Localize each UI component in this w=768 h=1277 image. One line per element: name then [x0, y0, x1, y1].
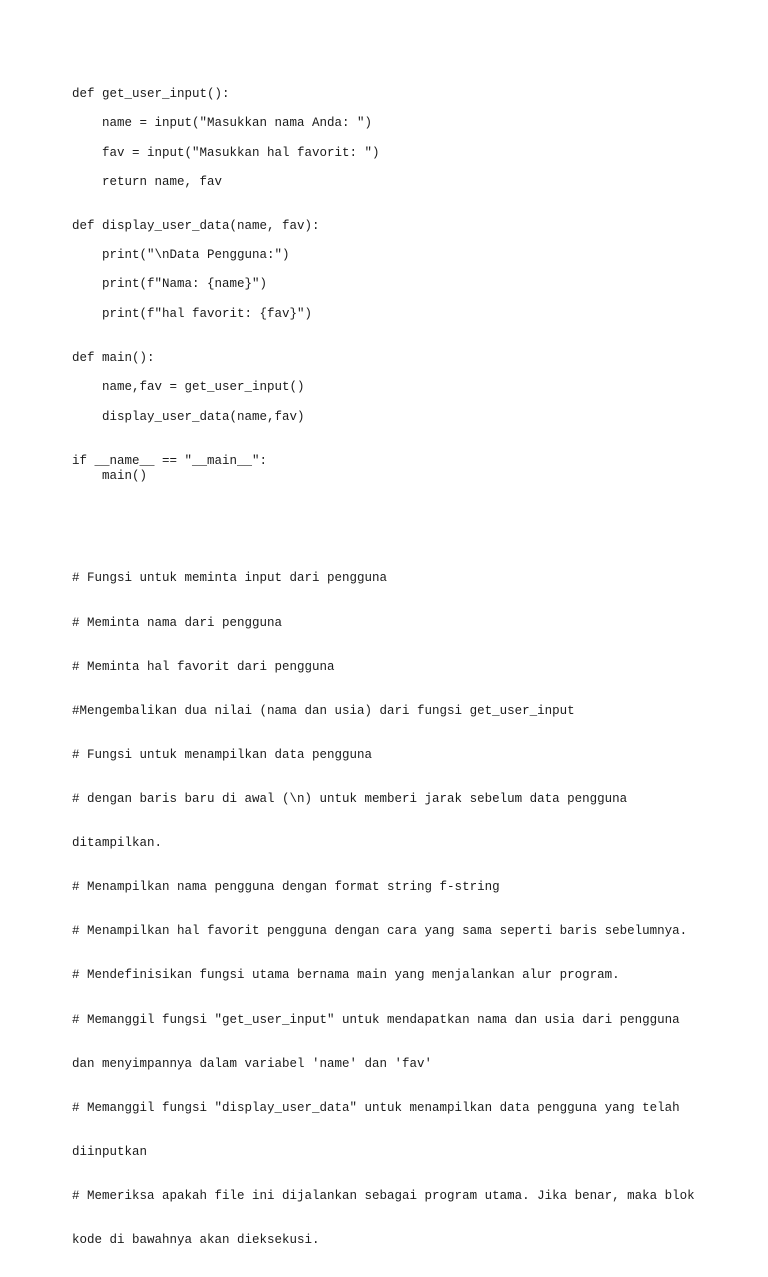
comment-line: # Meminta nama dari pengguna [72, 615, 283, 630]
comment-line: dan menyimpannya dalam variabel 'name' dan 'fav' [72, 1056, 433, 1071]
code-line-def-display-user-data: def display_user_data(name, fav): [72, 219, 320, 233]
code-line-print-fav: print(f"hal favorit: {fav}") [102, 307, 313, 321]
code-line-name-input: name = input("Masukkan nama Anda: ") [102, 116, 373, 130]
code-line-print-header: print("\nData Pengguna:") [102, 248, 290, 262]
code-line-fav-input: fav = input("Masukkan hal favorit: ") [102, 146, 380, 160]
comment-block [72, 542, 712, 1277]
code-line-if-main: if __name__ == "__main__": [72, 454, 268, 468]
comment-line: # Fungsi untuk meminta input dari pengguna [72, 571, 388, 586]
code-line-def-main: def main(): [72, 351, 155, 365]
code-line-main-call: main() [102, 469, 148, 483]
comment-line: # Memanggil fungsi "display_user_data" untuk menampilkan data pengguna yang telah [72, 1100, 680, 1115]
code-line-return: return name, fav [102, 175, 223, 189]
code-line-call-get-input: name,fav = get_user_input() [102, 380, 305, 394]
comment-line: diinputkan [72, 1144, 148, 1159]
comment-line: # Meminta hal favorit dari pengguna [72, 659, 335, 674]
comment-line: ditampilkan. [72, 836, 163, 851]
comment-line: # Memeriksa apakah file ini dijalankan sebagai program utama. Jika benar, maka blok [72, 1188, 695, 1203]
code-line-call-display: display_user_data(name,fav) [102, 410, 305, 424]
comment-line: # Memanggil fungsi "get_user_input" untuk mendapatkan nama dan usia dari pengguna [72, 1012, 680, 1027]
comment-line: # Fungsi untuk menampilkan data pengguna [72, 747, 373, 762]
code-line-print-nama: print(f"Nama: {name}") [102, 277, 268, 291]
comment-line: # Mendefinisikan fungsi utama bernama main yang menjalankan alur program. [72, 968, 620, 983]
comment-line: # dengan baris baru di awal (\n) untuk memberi jarak sebelum data pengguna [72, 791, 628, 806]
comment-line: kode di bawahnya akan dieksekusi. [72, 1233, 320, 1248]
comment-line: # Menampilkan hal favorit pengguna dengan cara yang sama seperti baris sebelumnya. [72, 924, 688, 939]
comment-line: # Menampilkan nama pengguna dengan format string f-string [72, 880, 500, 895]
comment-line: #Mengembalikan dua nilai (nama dan usia) dari fungsi get_user_input [72, 703, 575, 718]
code-line-def-get-user-input: def get_user_input(): [72, 87, 230, 101]
